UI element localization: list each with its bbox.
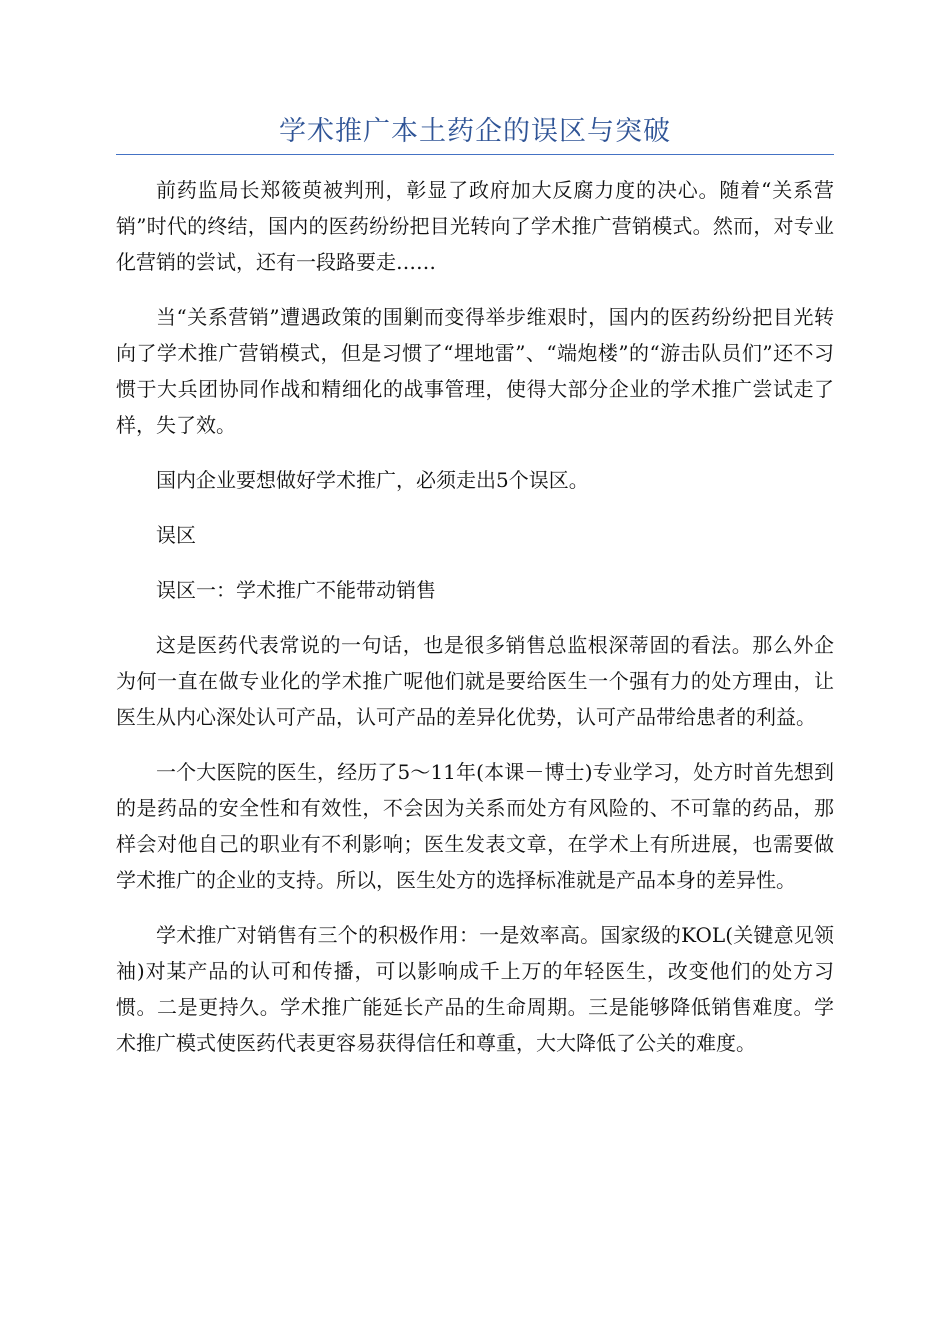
document-title: 学术推广本土药企的误区与突破 [279, 116, 671, 147]
paragraph-five-misconceptions: 国内企业要想做好学术推广，必须走出5个误区。 [156, 468, 589, 492]
paragraph-three-effects: 学术推广对销售有三个的积极作用：一是效率高。国家级的KOL(关键意见领袖)对某产品的认可和传播，可以影响成千上万的年轻医生，改变他们的处方习惯。二是更持久。学术推广能延长产品的生命周期。三是能够降低销售难度。学术推广模式使医药代表更容易获得信任和尊重，大大降低了公关的难度。 [116, 923, 834, 1055]
paragraph-relationship-marketing: 当“关系营销”遭遇政策的围剿而变得举步维艰时，国内的医药纷纷把目光转向了学术推广营销模式，但是习惯了“埋地雷”、“端炮楼”的“游击队员们”还不习惯于大兵团协同作战和精细化的战事管理，使得大部分企业的学术推广尝试走了样，失了效。 [116, 305, 834, 437]
document-body [116, 172, 834, 1080]
section-heading-misconceptions: 误区 [156, 523, 196, 547]
section-heading-misconception-one: 误区一：学术推广不能带动销售 [156, 578, 436, 602]
paragraph-intro: 前药监局长郑筱萸被判刑，彰显了政府加大反腐力度的决心。随着“关系营销”时代的终结，国内的医药纷纷把目光转向了学术推广营销模式。然而，对专业化营销的尝试，还有一段路要走…… [116, 178, 834, 274]
paragraph-foreign-companies: 这是医药代表常说的一句话，也是很多销售总监根深蒂固的看法。那么外企为何一直在做专业化的学术推广呢他们就是要给医生一个强有力的处方理由，让医生从内心深处认可产品，认可产品的差异化优势，认可产品带给患者的利益。 [116, 633, 834, 729]
paragraph-doctor-training: 一个大医院的医生，经历了5～11年(本课－博士)专业学习，处方时首先想到的是药品的安全性和有效性，不会因为关系而处方有风险的、不可靠的药品，那样会对他自己的职业有不利影响；医生发表文章，在学术上有所进展，也需要做学术推广的企业的支持。所以，医生处方的选择标准就是产品本身的差异性。 [116, 760, 834, 892]
title-underline [116, 154, 834, 155]
